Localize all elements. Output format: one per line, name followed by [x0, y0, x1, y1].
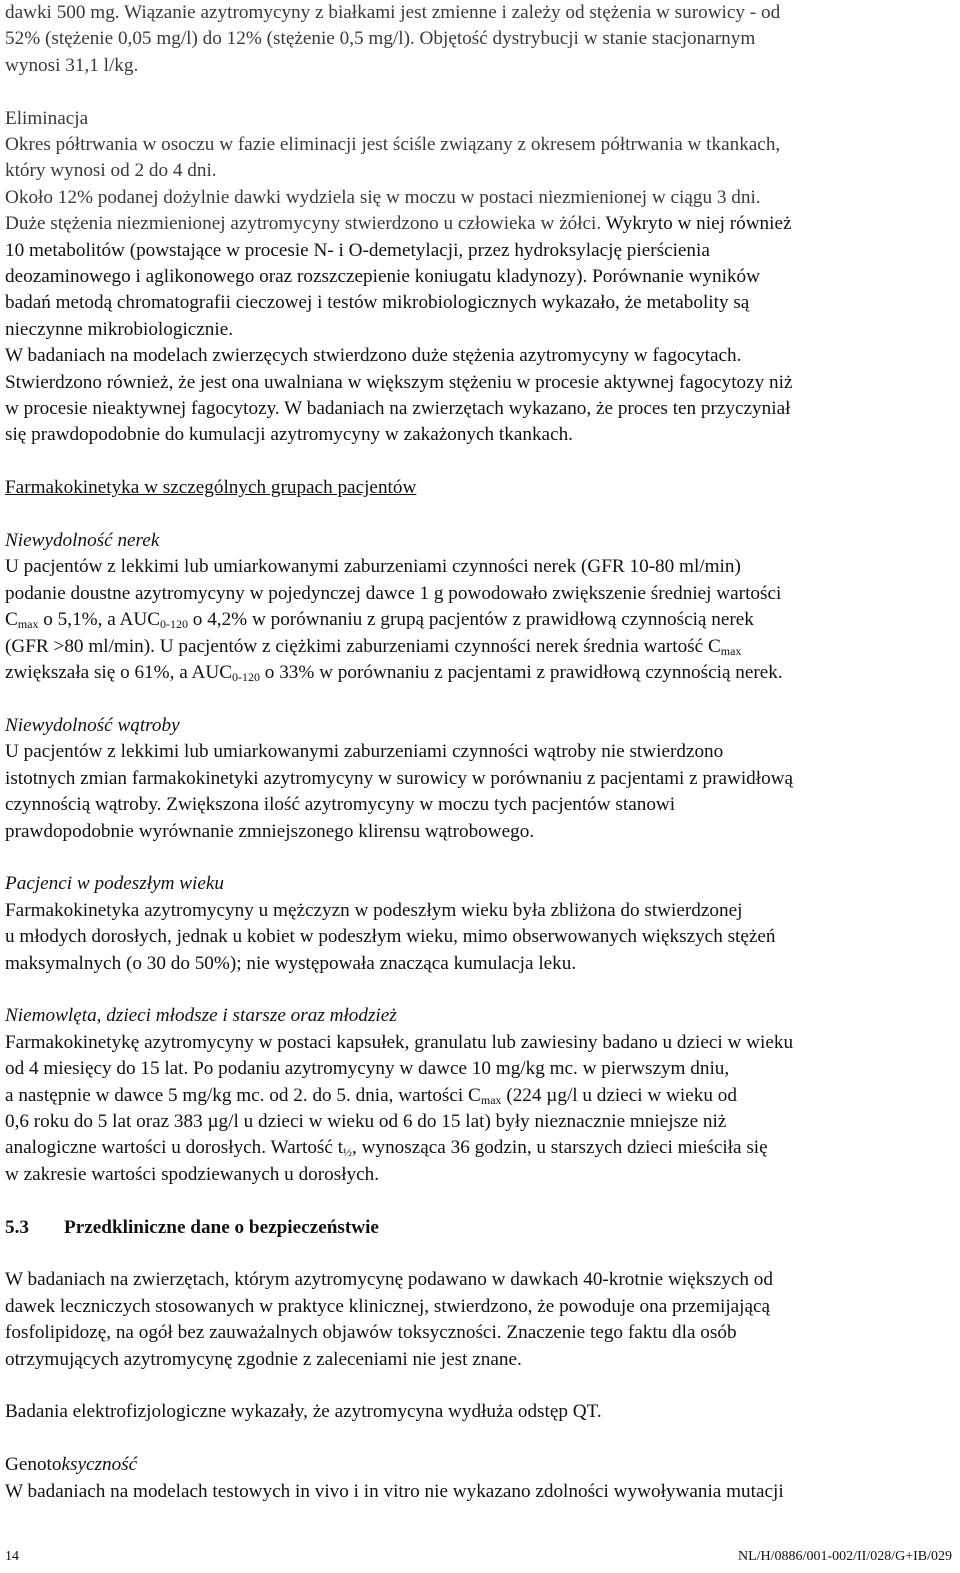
text-line: dawek leczniczych stosowanych w praktyce klinicznej, stwierdzono, że powoduje ona przemijającą [5, 1295, 771, 1317]
text-line: 10 metabolitów (powstające w procesie N- i O-demetylacji, przez hydroksylację pierścienia [5, 239, 710, 261]
subsection-title: Genotoksyczność [5, 1454, 138, 1476]
text-line: otrzymujących azytromycynę zgodnie z zaleceniami nie jest znane. [5, 1348, 522, 1370]
text-line: fosfolipidozę, na ogół bez zauważalnych objawów toksyczności. Znaczenie tego faktu dla osób [5, 1322, 737, 1344]
document-reference: NL/H/0886/001-002/II/028/G+IB/029 [738, 1549, 952, 1564]
text-line: czynnością wątroby. Zwiększona ilość azytromycyny w moczu tych pacjentów stanowi [5, 794, 676, 816]
section-number: 5.3 [5, 1216, 29, 1238]
subsection-title: Niewydolność nerek [5, 530, 160, 552]
text-line: się prawdopodobnie do kumulacji azytromycyny w zakażonych tkankach. [5, 424, 573, 446]
text-line: analogiczne wartości u dorosłych. Wartość $t_{\frac{1}{2}}$, wynosząca 36 godzin, u starszych dzieci mieściła się [5, 1137, 768, 1160]
renal-section [5, 528, 953, 686]
text-line: badań metodą chromatografii cieczowej i testów mikrobiologicznych wykazało, że metabolity są [5, 292, 750, 314]
subsection-title: Eliminacja [5, 107, 89, 129]
text-line: od 4 miesięcy do 15 lat. Po podaniu azytromycyny w dawce 10 mg/kg mc. w pierwszym dniu, [5, 1058, 730, 1080]
subsection-title: Niewydolność wątroby [5, 714, 180, 736]
text-line: W badaniach na zwierzętach, którym azytromycynę podawano w dawkach 40-krotnie większych od [5, 1269, 773, 1291]
text-line: deozaminowego i aglikonowego oraz rozszczepienie koniugatu kladynozy). Porównanie wyników [5, 266, 761, 288]
text-line: dawki 500 mg. Wiązanie azytromycyny z białkami jest zmienne i zależy od stężenia w surowicy - od [5, 2, 781, 23]
text-line: Stwierdzono również, że jest ona uwalniana w większym stężeniu w procesie aktywnej fagocytozy niż [5, 371, 793, 393]
text-line: istotnych zmian farmakokinetyki azytromycyny w surowicy w porównaniu z pacjentami z prawidłową [5, 767, 794, 789]
special-groups-heading: Farmakokinetyka w szczególnych grupach pacjentów [5, 477, 417, 499]
text-line: Duże stężenia niezmienionej azytromycyny stwierdzono u człowieka w żółci. Wykryto w niej również [5, 213, 792, 235]
elderly-section [5, 871, 953, 977]
hepatic-section [5, 713, 953, 845]
text-line: który wynosi od 2 do 4 dni. [5, 160, 217, 182]
subsection-title: Niemowlęta, dzieci młodsze i starsze oraz młodzież [5, 1005, 397, 1027]
text-line: Farmakokinetykę azytromycyny w postaci kapsułek, granulatu lub zawiesiny badano u dzieci w wieku [5, 1031, 794, 1053]
children-section [5, 1003, 953, 1188]
text-line: U pacjentów z lekkimi lub umiarkowanymi zaburzeniami czynności wątroby nie stwierdzono [5, 741, 724, 763]
text-line: podanie doustne azytromycyny w pojedynczej dawce 1 g powodowało zwiększenie średniej wartości [5, 582, 782, 604]
text-line: u młodych dorosłych, jednak u kobiet w podeszłym wieku, mimo obserwowanych większych stężeń [5, 926, 776, 948]
section-title: Przedkliniczne dane o bezpieczeństwie [64, 1216, 379, 1238]
text-line: Okres półtrwania w osoczu w fazie eliminacji jest ściśle związany z okresem półtrwania w tkankach, [5, 134, 781, 156]
text-line: W badaniach na modelach zwierzęcych stwierdzono duże stężenia azytromycyny w fagocytach. [5, 345, 742, 367]
text-line: zwiększała się o 61%, a $AUC_{0-120}$ o 33% w porównaniu z pacjentami z prawidłową czynnością nerek. [5, 662, 783, 685]
text-line: nieczynne mikrobiologicznie. [5, 318, 234, 340]
text-line: Farmakokinetyka azytromycyny u mężczyzn w podeszłym wieku była zbliżona do stwierdzonej [5, 899, 743, 921]
elimination-section [5, 106, 953, 449]
section-heading [5, 1215, 953, 1241]
subsection-title: Pacjenci w podeszłym wieku [5, 873, 224, 895]
page-number: 14 [5, 1549, 19, 1564]
distribution-paragraph [5, 0, 953, 79]
text-line: a następnie w dawce 5 mg/kg mc. od 2. do 5. dnia, wartości $C_{max}$ (224 µg/l u dzieci w wieku od [5, 1084, 737, 1107]
text-line: (GFR >80 ml/min). U pacjentów z ciężkimi zaburzeniami czynności nerek średnia wartość $C_{max}$ [5, 635, 742, 658]
document-page [5, 0, 953, 1505]
text-line: U pacjentów z lekkimi lub umiarkowanymi zaburzeniami czynności nerek (GFR 10-80 ml/min) [5, 556, 741, 578]
text-line: W badaniach na modelach testowych in vivo i in vitro nie wykazano zdolności wywoływania mutacji [5, 1480, 784, 1502]
text-line: Około 12% podanej dożylnie dawki wydziela się w moczu w postaci niezmienionej w ciągu 3 dni. [5, 186, 761, 208]
text-line: prawdopodobnie wyrównanie zmniejszonego klirensu wątrobowego. [5, 820, 535, 842]
preclinical-section [5, 1215, 953, 1505]
text-line: w procesie nieaktywnej fagocytozy. W badaniach na zwierzętach wykazano, że proces ten przyczyniał [5, 398, 791, 420]
text-line: 0,6 roku do 5 lat oraz 383 µg/l u dzieci w wieku od 6 do 15 lat) były nieznacznie mniejsze niż [5, 1110, 727, 1132]
text-line: maksymalnych (o 30 do 50%); nie występowała znacząca kumulacja leku. [5, 952, 577, 974]
text-line: w zakresie wartości spodziewanych u dorosłych. [5, 1163, 380, 1185]
qt-statement: Badania elektrofizjologiczne wykazały, że azytromycyna wydłuża odstęp QT. [5, 1401, 602, 1423]
text-line: wynosi 31,1 l/kg. [5, 54, 139, 76]
text-line: $C_{max}$ o 5,1%, a $AUC_{0-120}$ o 4,2% w porównaniu z grupą pacjentów z prawidłową czynnością nerek [5, 609, 754, 632]
text-line: 52% (stężenie 0,05 mg/l) do 12% (stężenie 0,5 mg/l). Objętość dystrybucji w stanie stacjonarnym [5, 28, 756, 50]
